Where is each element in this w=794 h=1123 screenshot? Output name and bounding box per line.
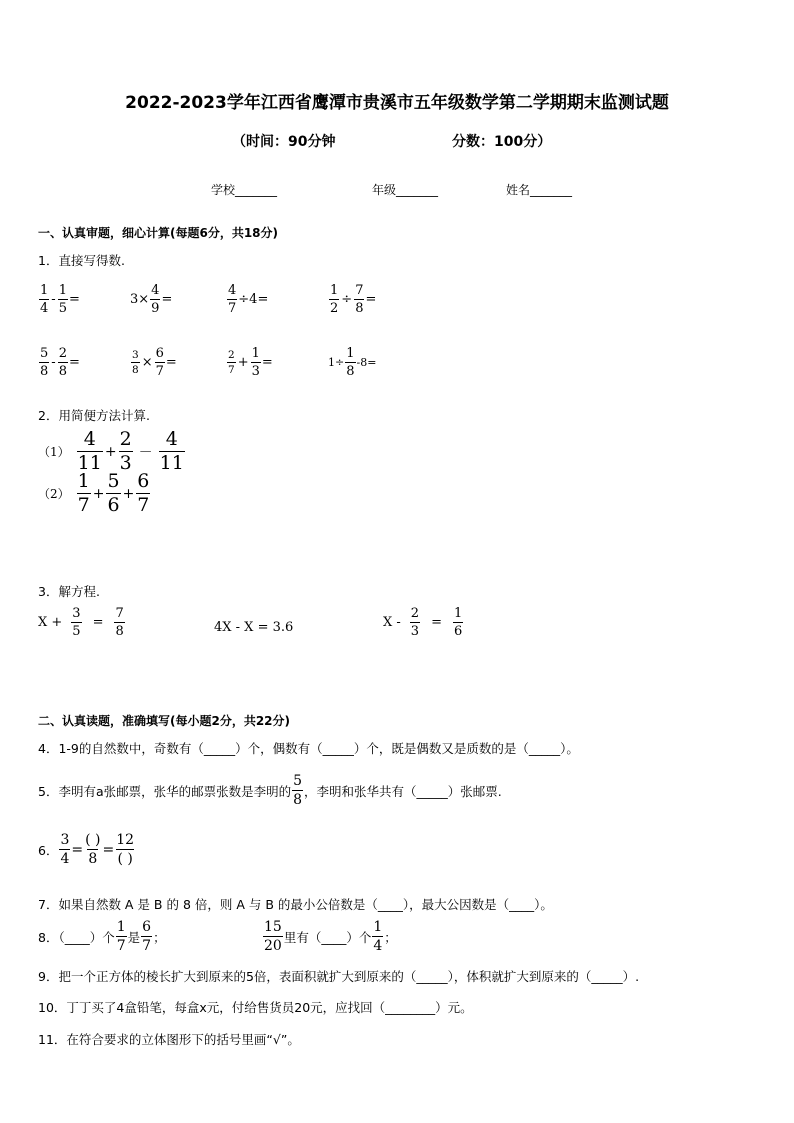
q2-part-1: （1） $\frac{4}{11}$ + $\frac{2}{3}$ － $\frac{4}{11}$ — [38, 428, 184, 474]
grade-field: 年级_______ — [372, 183, 439, 197]
question-10: 10．丁丁买了4盒铅笔，每盒x元，付给售货员20元，应找回（________）元。 — [38, 1000, 473, 1015]
question-9: 9．把一个正方体的棱长扩大到原来的5倍，表面积就扩大到原来的（_____），体积就扩大到原来的（_____）. — [38, 969, 640, 984]
section-2-heading: 二、认真读题，准确填写(每小题2分，共22分) — [38, 714, 291, 728]
q3-equation-3: X - $\frac{2}{3}$ = $\frac{1}{6}$ — [383, 606, 463, 639]
question-5: 5．李明有a张邮票，张华的邮票张数是李明的 $\frac{5}{8}$ ，李明和张华共有（_____）张邮票. — [38, 773, 502, 808]
q1-item-g: $\frac{2}{7}$ + $\frac{1}{3}$ = — [228, 346, 273, 379]
question-3-label: 3．解方程. — [38, 584, 100, 599]
q1-item-b: 3× $\frac{4}{9}$ = — [130, 283, 173, 316]
q1-item-d: $\frac{1}{2}$ ÷ $\frac{7}{8}$ = — [330, 283, 377, 316]
exam-time: （时间：90分钟 — [232, 134, 336, 150]
exam-score: 分数：100分） — [452, 134, 552, 150]
q2-part-2: （2） $\frac{1}{7}$ + $\frac{5}{6}$ + $\frac{6}{7}$ — [38, 470, 150, 516]
q3-equation-1: X + $\frac{3}{5}$ = $\frac{7}{8}$ — [38, 606, 124, 639]
question-7: 7．如果自然数 A 是 B 的 8 倍，则 A 与 B 的最小公倍数是（____），最大公因数是（____）。 — [38, 897, 553, 912]
q1-item-f: $\frac{3}{8}$ × $\frac{6}{7}$ = — [132, 346, 177, 379]
question-6: 6． $\frac{3}{4}$ = $\frac{( )}{8}$ = $\frac{12}{( )}$ — [38, 832, 135, 867]
school-field: 学校_______ — [211, 183, 278, 197]
q1-item-c: $\frac{4}{7}$ ÷4= — [228, 283, 269, 316]
q3-equation-2: 4X - X = 3.6 — [214, 620, 294, 635]
page-title: 2022-2023学年江西省鹰潭市贵溪市五年级数学第二学期期末监测试题 — [125, 93, 669, 113]
question-8a: 8．（____）个 $\frac{1}{7}$ 是 $\frac{6}{7}$ ； — [38, 919, 166, 954]
q1-item-e: $\frac{5}{8}$ - $\frac{2}{8}$ = — [40, 346, 80, 379]
question-2-label: 2．用简便方法计算. — [38, 408, 150, 423]
question-1-label: 1．直接写得数. — [38, 253, 125, 268]
q1-item-h: 1÷ $\frac{1}{8}$ -8= — [328, 346, 377, 379]
question-8b: $\frac{15}{20}$ 里有（____）个 $\frac{1}{4}$ ； — [264, 919, 397, 954]
question-4: 4．1-9的自然数中，奇数有（_____）个，偶数有（_____）个，既是偶数又是质数的是（_____）。 — [38, 741, 579, 756]
section-1-heading: 一、认真审题，细心计算(每题6分，共18分) — [38, 226, 279, 240]
question-11: 11．在符合要求的立体图形下的括号里画“√”。 — [38, 1032, 300, 1047]
name-field: 姓名_______ — [506, 183, 573, 197]
q1-item-a: $\frac{1}{4}$ - $\frac{1}{5}$ = — [40, 283, 80, 316]
